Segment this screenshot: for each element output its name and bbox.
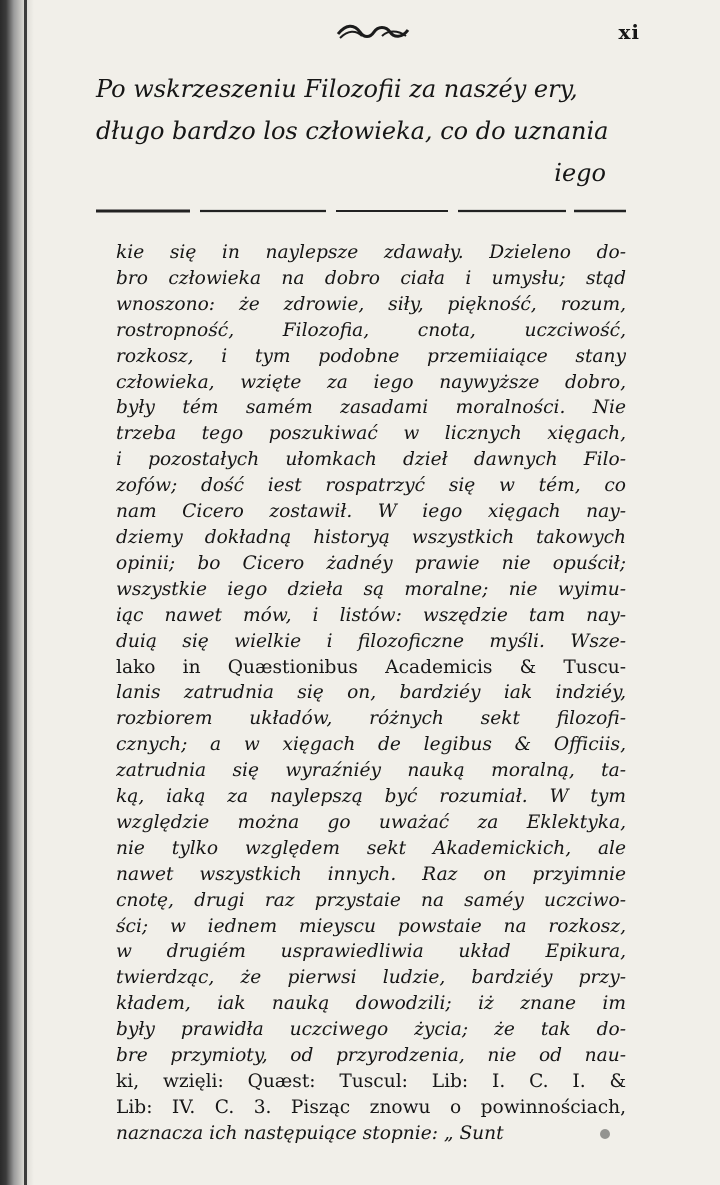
text-line: nawet wszystkich innych. Raz on przyimnie: [116, 863, 626, 885]
text-line: iąc nawet mów, i listów: wszędzie tam nay-: [116, 604, 626, 626]
text-line: ką, iaką za naylepszą być rozumiał. W tym: [116, 786, 626, 808]
heading-line: długo bardzo los człowieka, co do uznania: [96, 117, 609, 145]
text-line: wszystkie iego dzieła są moralne; nie wyimu-: [116, 578, 626, 600]
ink-speck: [600, 1129, 610, 1139]
text-line: nam Cicero zostawił. W iego xięgach nay-: [116, 501, 626, 523]
text-line: zatrudnia się wyraźniéy nauką moralną, ta-: [116, 760, 626, 782]
text-line: lako in Quæstionibus Academicis & Tuscu-: [116, 656, 626, 678]
text-line: ści; w iednem mieyscu powstaie na rozkosz,: [116, 915, 626, 937]
text-line: były prawidła uczciwego życia; że tak do-: [116, 1019, 626, 1041]
text-line: były tém samém zasadami moralności. Nie: [116, 397, 626, 419]
text-line: trzeba tego poszukiwać w licznych xięgach,: [116, 423, 626, 445]
page-number: xi: [618, 20, 640, 44]
text-line: opinii; bo Cicero żadnéy prawie nie opuścił;: [116, 552, 626, 574]
text-line: lanis zatrudnia się on, bardziéy iak indziéy,: [116, 682, 626, 704]
binding-edge-line: [24, 0, 27, 1185]
text-line: duią się wielkie i filozoficzne myśli. Wsze-: [116, 630, 626, 652]
text-line: kładem, iak nauką dowodzili; iż znane im: [116, 993, 626, 1015]
section-divider-rule: [96, 206, 626, 216]
header-ornament-icon: [336, 22, 410, 42]
body-text: [116, 240, 626, 1147]
text-line: względzie można go uważać za Eklektyka,: [116, 811, 626, 833]
text-line: nie tylko względem sekt Akademickich, ale: [116, 837, 626, 859]
text-line: Lib: IV. C. 3. Pisząc znowu o powinnościach,: [116, 1096, 626, 1118]
text-line: twierdząc, że pierwsi ludzie, bardziéy przy-: [116, 967, 626, 989]
text-line: naznacza ich następuiące stopnie: „ Sunt: [116, 1122, 504, 1144]
text-line: w drugiém usprawiedliwia układ Epikura,: [116, 941, 626, 963]
text-line: wnoszono: że zdrowie, siły, piękność, rozum,: [116, 293, 626, 315]
page-heading: [96, 68, 642, 194]
text-line: rozkosz, i tym podobne przemiiaiące stany: [116, 345, 626, 367]
text-line: cnotę, drugi raz przystaie na saméy uczciwo-: [116, 889, 626, 911]
text-line: kie się in naylepsze zdawały. Dzieleno do-: [116, 242, 626, 263]
text-line: ki, wzięli: Quæst: Tuscul: Lib: I. C. I. &: [116, 1071, 626, 1092]
text-line: rozbiorem układów, różnych sekt filozofi-: [116, 708, 626, 730]
binding-gutter: [0, 0, 34, 1185]
text-line: bro człowieka na dobro ciała i umysłu; stąd: [116, 267, 626, 289]
text-line: i pozostałych ułomkach dzieł dawnych Filo-: [116, 449, 626, 471]
heading-line: Po wskrzeszeniu Filozofii za naszéy ery,: [96, 75, 578, 103]
heading-line: iego: [554, 159, 606, 187]
text-line: człowieka, wzięte za iego naywyższe dobro,: [116, 371, 626, 393]
text-line: cznych; a w xięgach de legibus & Officiis,: [116, 734, 626, 756]
text-line: dziemy dokładną historyą wszystkich takowych: [116, 526, 626, 548]
text-line: zofów; dość iest rospatrzyć się w tém, co: [116, 475, 626, 497]
text-line: bre przymioty, od przyrodzenia, nie od nau-: [116, 1045, 626, 1067]
text-line: rostropność, Filozofia, cnota, uczciwość,: [116, 319, 626, 341]
